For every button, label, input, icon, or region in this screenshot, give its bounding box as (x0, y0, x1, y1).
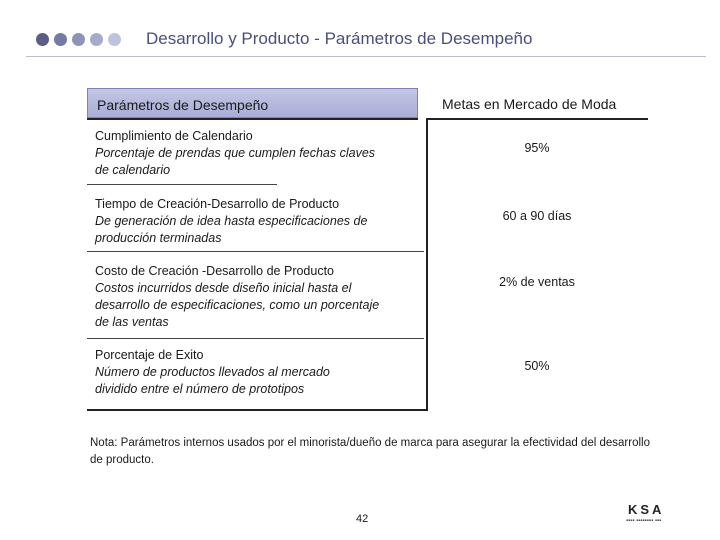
row-value: 2% de ventas (499, 275, 575, 289)
logo-tagline-mark: ▪▪▪▪ ▪▪▪▪▪▪▪▪ ▪▪▪ (626, 518, 662, 524)
title-divider (26, 56, 706, 57)
table-bottom-border (87, 409, 428, 411)
table-row-label (95, 263, 415, 331)
ksa-logo: KSA (628, 502, 665, 517)
bullet-dot (54, 33, 67, 46)
page-number: 42 (356, 513, 369, 525)
row-title: Tiempo de Creación-Desarrollo de Producto (95, 197, 340, 211)
row-value: 95% (524, 141, 550, 155)
row-title: Costo de Creación -Desarrollo de Producto (95, 264, 335, 278)
column-header-metas: Metas en Mercado de Moda (442, 96, 617, 112)
bullet-dot (90, 33, 103, 46)
table-row-label (95, 347, 415, 398)
row-title: Porcentaje de Exito (95, 348, 204, 362)
table-row-label (95, 128, 415, 179)
row-description: Porcentaje de prendas que cumplen fechas claves de calendario (95, 146, 376, 177)
row-description: Costos incurridos desde diseño inicial hasta el desarrollo de especificaciones, como un porcentaje de las ventas (95, 281, 380, 329)
row-description: Número de productos llevados al mercado dividido entre el número de prototipos (95, 365, 330, 396)
row-description: De generación de idea hasta especificaciones de producción terminadas (95, 214, 368, 245)
title-bullet-dots (36, 33, 121, 46)
footnote: Nota: Parámetros internos usados por el minorista/dueño de marca para asegurar la efectividad del desarrollo de producto. (90, 437, 650, 466)
header-underline-left (87, 118, 418, 120)
row-title: Cumplimiento de Calendario (95, 129, 253, 143)
header-underline-right (426, 118, 648, 120)
table-row-label (95, 196, 415, 247)
row-value: 50% (524, 359, 550, 373)
row-separator (87, 184, 277, 185)
row-separator (87, 251, 424, 252)
bullet-dot (108, 33, 121, 46)
row-separator (87, 338, 424, 339)
bullet-dot (72, 33, 85, 46)
column-header-parametros: Parámetros de Desempeño (87, 88, 418, 118)
bullet-dot (36, 33, 49, 46)
row-value: 60 a 90 días (502, 209, 572, 223)
page-title: Desarrollo y Producto - Parámetros de Desempeño (146, 29, 533, 48)
